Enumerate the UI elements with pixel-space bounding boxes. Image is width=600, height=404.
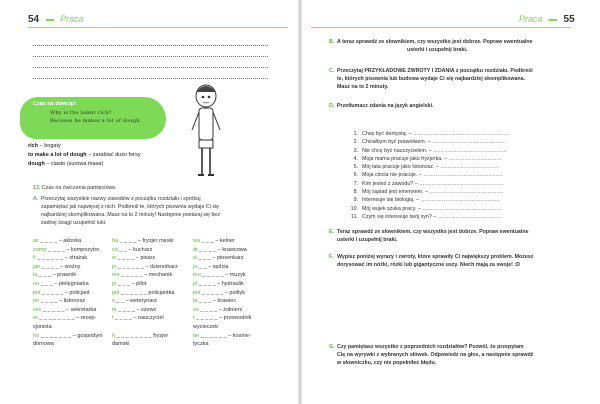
- fill-in-word: re _ _ _ _ _ _ _ _ – recep-: [33, 315, 97, 322]
- translation-sentence: 7. Kim jesteś z zawodu? – …………………………………………: [353, 180, 504, 187]
- joke-line: Because he makes a lot of dough.: [50, 118, 142, 124]
- task-13-heading: 13. Czas na ćwiczenia pamięciowe.: [33, 185, 117, 191]
- translation-sentence: 2. Chciałbym być prawnikiem. – ……………………………………: [353, 139, 507, 146]
- fill-in-word: po _ _ _ _ – listonosz: [33, 298, 85, 305]
- header-rule: [311, 27, 571, 28]
- fill-in-word: wycieczek: [193, 324, 219, 330]
- fill-in-word: pol _ _ _ _ _ _ policjantka: [112, 289, 175, 296]
- fill-in-word: la _ _ _ – prawnik: [33, 272, 77, 279]
- task-g-text: Czy pamiętasz wszystko z poprzednich rozdziałów? Pozwól, że przepytam Cię na wyrywki z wybranych słówek. Odpowiedz na głos, a następnie sprawdź w słowniczku, czy nie popełniłeś błędu.: [337, 344, 534, 366]
- task-b-letter: B.: [329, 39, 335, 45]
- fill-in-word: damski: [112, 341, 130, 348]
- fill-in-word: dr _ _ _ _ – krawcowa: [193, 246, 247, 253]
- fill-in-word: sec _ _ _ _ _ – sekretarka: [33, 306, 97, 313]
- page-number: 54: [28, 14, 40, 25]
- fill-in-word: ta _ _ _ – krawiec: [193, 298, 237, 305]
- task-g-letter: G.: [329, 344, 335, 350]
- fill-in-word: fi _ _ _ _ _ _ – strażak: [33, 255, 88, 262]
- fill-in-word: pol _ _ _ _ _ – polityk: [193, 289, 245, 296]
- fill-in-word: cjonista: [33, 324, 52, 330]
- task-d-text: Przetłumacz zdania na język angielski.: [337, 103, 434, 109]
- fill-in-word: so _ _ _ _ – żołnierz: [193, 306, 243, 313]
- left-page: [0, 0, 299, 404]
- joke-bubble: [20, 97, 166, 139]
- task-e-text: Teraz sprawdź ze słownikiem, czy wszystko jest dobrze. Popraw ewentualne usterki i uzupełnij braki.: [337, 229, 529, 243]
- fill-in-word: ju _ _ – sędzia: [193, 263, 229, 270]
- fill-in-word: t _ _ _ _ _ – przewodnik: [193, 315, 252, 322]
- fill-in-word: me _ _ _ _ _ – mechanik: [112, 272, 173, 279]
- task-c-text: Przeczytaj PRZYKŁADOWE ZWROTY I ZDANIA z początku rozdziału. Podkreśl te, których pisownia lub budowa wydaje Ci się najbardziej skomplikowana. Masz na to 2 minuty.: [337, 68, 533, 90]
- joke-line: Why is the baker rich?: [50, 110, 112, 116]
- writing-line: [33, 56, 268, 57]
- fill-in-word: ha _ _ _ _ – fryzjer męski: [112, 238, 174, 244]
- fill-in-word: ho _ _ _ _ _ _ _ – gospodyni: [33, 332, 103, 339]
- task-13a-letter: A.: [33, 196, 39, 202]
- fill-in-word: pi _ _ _ – pilot: [112, 281, 147, 287]
- fill-in-word: t _ _ _ _ – nauczyciel: [112, 315, 164, 322]
- right-page: [301, 0, 600, 404]
- page-number: 55: [563, 14, 575, 25]
- task-f-letter: F.: [329, 254, 334, 260]
- translation-sentence: 1. Chcę być dentystą. – ………………………………………………: [353, 131, 509, 137]
- translation-sentence: 5. Mój tata pracuje jako listonosz. – ……………………………: [353, 164, 499, 171]
- vocab-item: dough – ciasto (surowa masa): [28, 161, 104, 167]
- fill-in-word: co _ _ – kucharz: [112, 246, 153, 253]
- translation-sentence: 8. Mój sąsiad jest emerytem. – ……………………………………: [353, 189, 504, 196]
- fill-in-word: ta _ _ _ _ – szewc: [112, 306, 157, 313]
- fill-in-word: v _ _ – weterynarz: [112, 298, 157, 305]
- writing-line: [33, 45, 268, 46]
- fill-in-word: ac _ _ _ _ – aktorka: [33, 238, 82, 244]
- running-title: Praca: [519, 14, 543, 24]
- fill-in-word: be _ _ _ _ _ _ – kosme-: [193, 332, 251, 339]
- right-header: [519, 14, 575, 28]
- translation-sentence: 10. Mój wujek szuka pracy. – ………………………………………: [350, 205, 502, 212]
- translation-sentence: 4. Moja mama pracuje jako fryzjerka. – …………………………: [353, 155, 502, 162]
- task-13a-text: Przeczytaj wszystkie nazwy zawodów z początku rozdziału i spróbuj zapamiętać jak najwięcej z nich. Podkreśl te, których pisownia wydaje Ci się najbardziej skomplikowana. Masz na to 2 minuty! Następnie postaraj się bez żadnej ściągi uzupełnić luki.: [41, 196, 221, 226]
- task-e-letter: E.: [329, 229, 335, 235]
- writing-line: [33, 78, 268, 79]
- fill-in-word: nu _ _ _ – pielęgniarka: [33, 281, 89, 287]
- fill-in-word: comp _ _ _ _ – kompozytor: [33, 246, 100, 253]
- translation-sentence: 3. Nie chcę być nauczycielem. – ……………………………………: [353, 147, 508, 154]
- fill-in-word: domowa: [33, 341, 54, 348]
- fill-in-word: w _ _ _ _ – pisarz: [112, 255, 156, 262]
- fill-in-word: jan _ _ _ _ – woźny: [33, 263, 81, 270]
- fill-in-word: si _ _ _ – piosenkarz: [193, 255, 244, 262]
- cartoon-boy-illustration: [186, 82, 226, 182]
- writing-line: [33, 67, 268, 68]
- fill-in-word: h _ _ _ _ _ _ _ _ fryzjer: [112, 332, 169, 339]
- running-title: Praca: [60, 14, 84, 24]
- task-c-letter: C.: [329, 68, 335, 74]
- translation-list: [346, 131, 508, 222]
- left-header: [28, 14, 84, 28]
- translation-sentence: 6. Moja ciocia nie pracuje. – ………………………………………: [353, 172, 503, 179]
- task-f-text: Wypisz poniżej wyrazy i zwroty, które sprawiły Ci największy problem. Możesz dorysować im nóżki, rózki lub gigantyczne uszy. Niech mają za swoje! :D: [337, 254, 534, 268]
- translation-sentence: 11. Czym się interesuje twój syn? – ………………………………: [351, 213, 502, 220]
- translation-sentence: 9. Interesuje się biologią. – ………………………………………: [353, 197, 501, 204]
- fill-in-word: pl _ _ _ _ – hydraulik: [193, 281, 244, 287]
- header-rule: [28, 27, 288, 28]
- vocab-item: to make a lot of dough – zarabiać dużo forsy: [28, 152, 141, 158]
- joke-label: Czas na dowcip!: [33, 101, 77, 107]
- fill-in-word: tyczka: [193, 341, 209, 348]
- task-d-letter: D.: [329, 103, 335, 109]
- task-b-text: A teraz sprawdź ze słownikiem, czy wszystko jest dobrze. Popraw ewentualne usterki i uzupełnij braki.: [337, 39, 533, 53]
- fill-in-word: wa _ _ _ – kelner: [193, 238, 235, 244]
- fill-in-word: pol _ _ _ _ _ – policjant: [33, 289, 90, 296]
- vocab-item: rich – bogaty: [28, 143, 61, 149]
- fill-in-word: jo _ _ _ _ _ _ – dziennikarz: [112, 263, 178, 270]
- fill-in-word: mu _ _ _ _ _ – muzyk: [193, 272, 246, 279]
